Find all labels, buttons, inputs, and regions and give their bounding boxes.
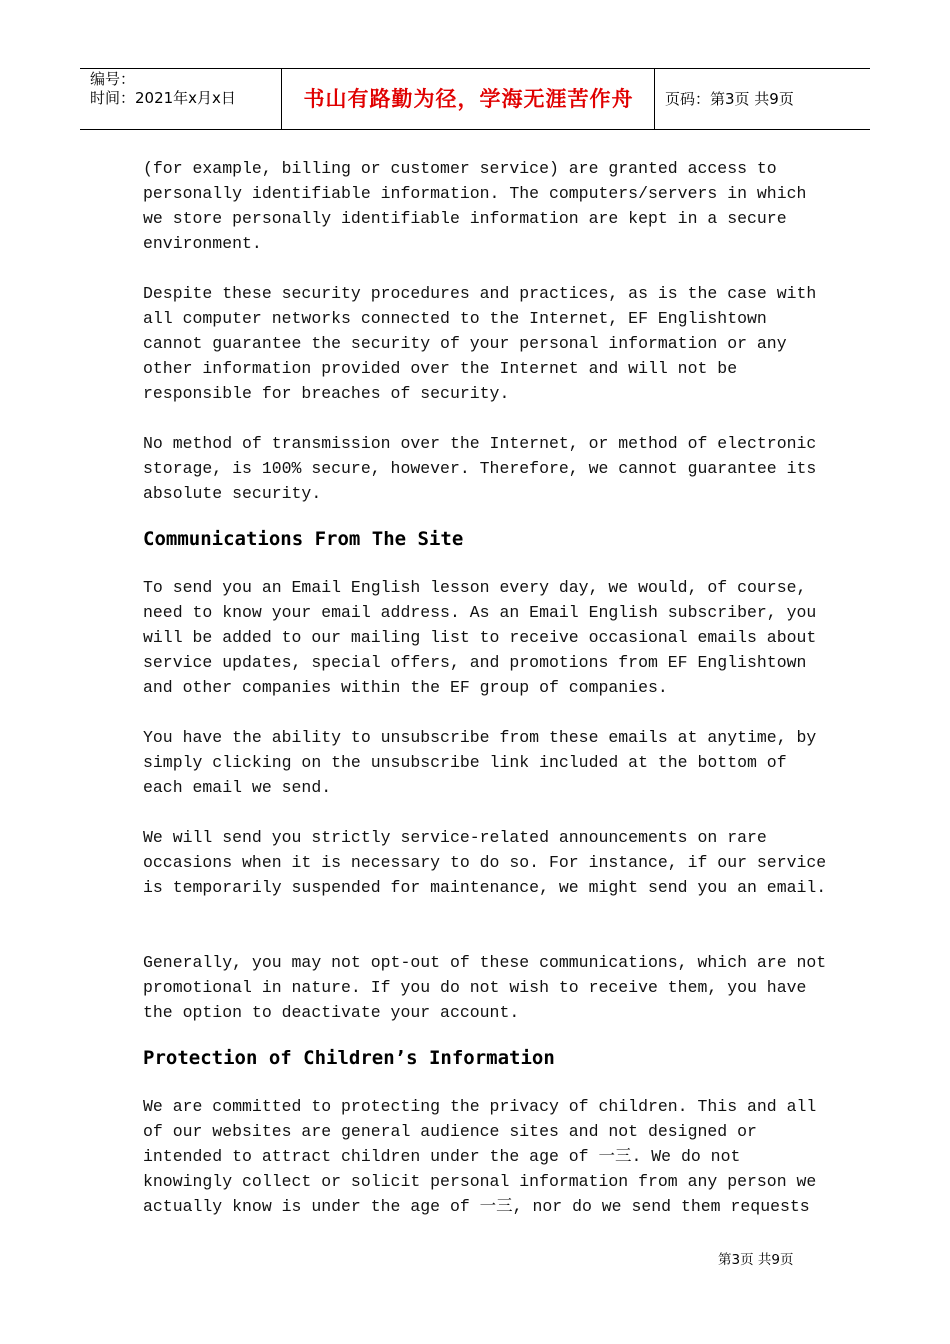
paragraph-transmission-security: No method of transmission over the Internet, or method of electronic storage, is 100% secure, however. Therefore, we cannot guarantee its absolute security. (143, 434, 817, 503)
paragraph-service-announcements: We will send you strictly service-related announcements on rare occasions when it is necessary to do so. For instance, if our service is temporarily suspended for maintenance, we might send you an email. (143, 828, 827, 897)
header-divider-right (654, 69, 655, 129)
paragraph-opt-out: Generally, you may not opt-out of these communications, which are not promotional in nature. If you do not wish to receive them, you have the option to deactivate your account. (143, 953, 827, 1022)
paragraph-security-disclaimer: Despite these security procedures and practices, as is the case with all computer networks connected to the Internet, EF Englishtown cannot guarantee the security of your personal information or any other information provided over the Internet and will not be responsible for breaches of security. (143, 284, 817, 403)
section-heading-children: Protection of Children’s Information (143, 1047, 555, 1069)
paragraph-children-privacy: We are committed to protecting the privacy of children. This and all of our websites are general audience sites and not designed or intended to attract children under the age of 一三. We do not knowingly collect or solicit personal information from any person we actually know is under the age of 一三, nor do we send them requests (143, 1097, 817, 1216)
document-body (143, 156, 833, 1219)
paragraph-unsubscribe: You have the ability to unsubscribe from these emails at anytime, by simply clicking on the unsubscribe link included at the bottom of each email we send. (143, 728, 817, 797)
footer-page-number: 第3页 共9页 (718, 1252, 794, 1268)
document-number-label: 编号： (90, 70, 136, 88)
page-header (80, 68, 870, 130)
paragraph-security-access: (for example, billing or customer service) are granted access to personally identifiable information. The computers/servers in which we store personally identifiable information are kept in a secure environment. (143, 159, 807, 253)
header-page-number: 页码：第3页 共9页 (665, 90, 794, 108)
paragraph-email-lessons: To send you an Email English lesson every day, we would, of course, need to know your email address. As an Email English subscriber, you will be added to our mailing list to receive occasional emails about service updates, special offers, and promotions from EF Englishtown and other companies within the EF group of companies. (143, 578, 817, 697)
document-date: 时间：2021年x月x日 (90, 89, 236, 107)
section-heading-communications: Communications From The Site (143, 528, 464, 550)
header-motto: 书山有路勤为径，学海无涯苦作舟 (303, 87, 634, 111)
header-meta (90, 70, 280, 108)
